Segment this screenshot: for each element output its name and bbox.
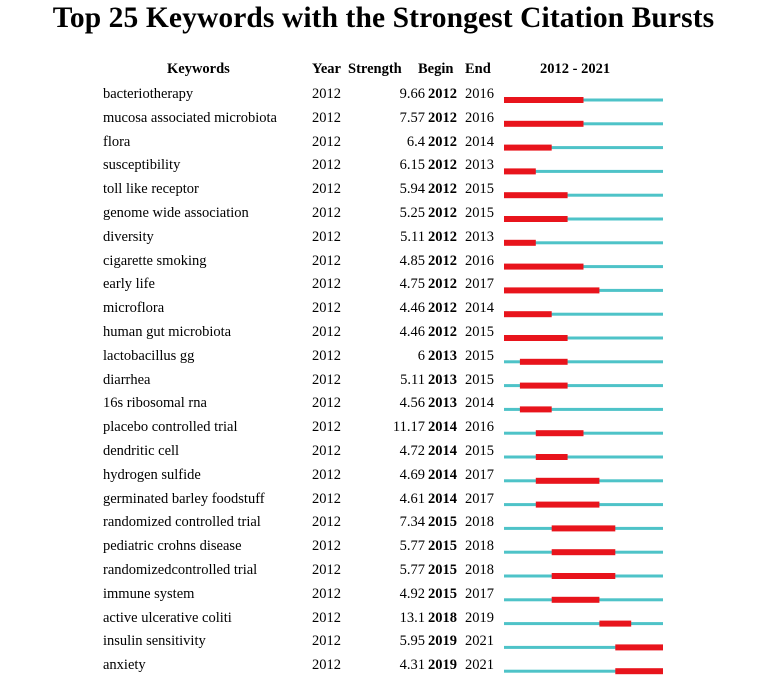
burst-bar	[615, 668, 663, 674]
keyword-label: susceptibility	[103, 157, 181, 174]
strength-value: 4.92	[399, 585, 425, 602]
strength-value: 4.72	[399, 443, 425, 459]
begin-year: 2012	[428, 181, 457, 198]
keyword-label: cigarette smoking	[103, 252, 207, 269]
year-value: 2012	[312, 205, 341, 221]
strength-value: 4.69	[399, 466, 425, 483]
strength-value: 11.17	[392, 419, 425, 436]
burst-bar	[552, 597, 600, 603]
year-value: 2012	[312, 347, 341, 364]
begin-year: 2015	[428, 562, 457, 578]
begin-year: 2019	[428, 657, 457, 674]
keyword-label: lactobacillus gg	[103, 347, 195, 364]
year-value: 2012	[312, 562, 341, 578]
chart-title: Top 25 Keywords with the Strongest Citation Bursts	[52, 2, 715, 34]
year-value: 2012	[312, 657, 341, 674]
year-value: 2012	[312, 109, 341, 126]
keyword-label: anxiety	[103, 657, 146, 674]
year-value: 2012	[312, 181, 341, 198]
end-year: 2015	[465, 181, 494, 198]
burst-bar	[615, 644, 663, 650]
begin-year: 2015	[428, 514, 457, 531]
burst-bar	[536, 478, 600, 484]
keyword-label: dendritic cell	[103, 443, 180, 459]
year-value: 2012	[312, 252, 341, 269]
header-strength: Strength	[348, 61, 402, 77]
burst-bar	[552, 573, 616, 579]
year-value: 2012	[312, 633, 341, 650]
burst-bar	[504, 168, 536, 174]
begin-year: 2012	[428, 300, 457, 317]
burst-bar	[552, 525, 616, 531]
begin-year: 2012	[428, 252, 457, 269]
strength-value: 4.46	[399, 324, 425, 340]
header-begin: Begin	[418, 61, 454, 77]
strength-value: 5.94	[399, 181, 425, 198]
keyword-label: pediatric crohns disease	[103, 538, 242, 555]
year-value: 2012	[312, 133, 341, 150]
keyword-label: human gut microbiota	[103, 324, 232, 340]
strength-value: 4.75	[399, 276, 425, 293]
begin-year: 2012	[428, 324, 457, 340]
strength-value: 9.66	[399, 86, 425, 102]
keyword-label: randomizedcontrolled trial	[103, 562, 258, 578]
strength-value: 5.77	[399, 538, 425, 555]
keyword-label: genome wide association	[103, 205, 249, 221]
burst-bar	[504, 145, 552, 151]
year-value: 2012	[312, 585, 341, 602]
year-value: 2012	[312, 514, 341, 531]
strength-value: 4.61	[399, 490, 425, 507]
begin-year: 2014	[428, 490, 457, 507]
begin-year: 2014	[428, 466, 457, 483]
begin-year: 2014	[428, 419, 457, 436]
begin-year: 2012	[428, 133, 457, 150]
end-year: 2016	[465, 86, 494, 102]
keyword-label: randomized controlled trial	[103, 514, 261, 531]
keyword-label: bacteriotherapy	[103, 86, 194, 102]
end-year: 2016	[465, 252, 494, 269]
header-keywords: Keywords	[167, 61, 230, 77]
end-year: 2017	[465, 490, 494, 507]
burst-bar	[520, 359, 568, 365]
burst-bar	[536, 454, 568, 460]
burst-bar	[536, 502, 600, 508]
keyword-label: placebo controlled trial	[103, 419, 238, 436]
burst-bar	[504, 97, 584, 103]
end-year: 2018	[465, 514, 494, 531]
year-value: 2012	[312, 371, 341, 388]
year-value: 2012	[312, 490, 341, 507]
begin-year: 2019	[428, 633, 457, 650]
strength-value: 7.57	[399, 109, 425, 126]
end-year: 2014	[465, 133, 494, 150]
strength-value: 6.15	[399, 157, 425, 174]
header-end: End	[465, 61, 491, 77]
strength-value: 5.11	[400, 228, 425, 245]
end-year: 2016	[465, 419, 494, 436]
burst-bar	[504, 287, 599, 293]
timeline-line	[504, 622, 663, 625]
year-value: 2012	[312, 157, 341, 174]
burst-bar	[504, 240, 536, 246]
strength-value: 5.25	[399, 205, 425, 221]
keyword-label: microflora	[103, 300, 165, 317]
end-year: 2015	[465, 324, 494, 340]
end-year: 2014	[465, 395, 494, 412]
year-value: 2012	[312, 395, 341, 412]
end-year: 2018	[465, 562, 494, 578]
end-year: 2017	[465, 276, 494, 293]
keyword-label: immune system	[103, 585, 195, 602]
burst-bar	[504, 264, 584, 270]
keyword-label: active ulcerative coliti	[103, 609, 232, 626]
keyword-label: diarrhea	[103, 371, 151, 388]
header-period: 2012 - 2021	[540, 61, 611, 77]
strength-value: 7.34	[399, 514, 425, 531]
end-year: 2015	[465, 443, 494, 459]
begin-year: 2012	[428, 205, 457, 221]
strength-value: 5.11	[400, 371, 425, 388]
begin-year: 2012	[428, 276, 457, 293]
burst-bar	[599, 621, 631, 627]
end-year: 2017	[465, 585, 494, 602]
year-value: 2012	[312, 538, 341, 555]
keyword-label: mucosa associated microbiota	[103, 109, 277, 126]
keyword-label: insulin sensitivity	[103, 633, 206, 650]
timeline-line	[504, 456, 663, 459]
year-value: 2012	[312, 86, 341, 102]
end-year: 2017	[465, 466, 494, 483]
begin-year: 2012	[428, 86, 457, 102]
begin-year: 2013	[428, 395, 457, 412]
strength-value: 5.77	[399, 562, 425, 578]
strength-value: 5.95	[399, 633, 425, 650]
strength-value: 4.46	[399, 300, 425, 317]
begin-year: 2018	[428, 609, 457, 626]
begin-year: 2014	[428, 443, 457, 459]
end-year: 2015	[465, 205, 494, 221]
keyword-label: flora	[103, 133, 131, 150]
strength-value: 4.56	[399, 395, 425, 412]
burst-bar	[536, 430, 584, 436]
year-value: 2012	[312, 228, 341, 245]
end-year: 2018	[465, 538, 494, 555]
begin-year: 2012	[428, 157, 457, 174]
end-year: 2013	[465, 157, 494, 174]
burst-bar	[504, 216, 568, 222]
year-value: 2012	[312, 443, 341, 459]
keyword-label: early life	[103, 276, 155, 293]
year-value: 2012	[312, 324, 341, 340]
begin-year: 2015	[428, 585, 457, 602]
burst-bar	[504, 121, 584, 127]
end-year: 2015	[465, 371, 494, 388]
year-value: 2012	[312, 609, 341, 626]
begin-year: 2012	[428, 109, 457, 126]
end-year: 2016	[465, 109, 494, 126]
header-year: Year	[312, 61, 341, 77]
year-value: 2012	[312, 419, 341, 436]
end-year: 2021	[465, 633, 494, 650]
keyword-label: 16s ribosomal rna	[103, 395, 207, 412]
strength-value: 13.1	[399, 609, 425, 626]
burst-bar	[504, 311, 552, 317]
end-year: 2014	[465, 300, 494, 317]
begin-year: 2015	[428, 538, 457, 555]
end-year: 2015	[465, 347, 494, 364]
burst-bar	[552, 549, 616, 555]
end-year: 2021	[465, 657, 494, 674]
begin-year: 2012	[428, 228, 457, 245]
begin-year: 2013	[428, 347, 457, 364]
keyword-label: diversity	[103, 228, 154, 245]
keyword-label: toll like receptor	[103, 181, 199, 198]
burst-bar	[520, 383, 568, 389]
burst-bar	[504, 335, 568, 341]
strength-value: 6.4	[406, 133, 425, 150]
keyword-label: germinated barley foodstuff	[103, 490, 265, 507]
strength-value: 4.31	[399, 657, 425, 674]
end-year: 2013	[465, 228, 494, 245]
strength-value: 4.85	[399, 252, 425, 269]
burst-bar	[504, 192, 568, 198]
year-value: 2012	[312, 276, 341, 293]
burst-bar	[520, 406, 552, 412]
strength-value: 6	[417, 347, 425, 364]
end-year: 2019	[465, 609, 494, 626]
keyword-label: hydrogen sulfide	[103, 466, 201, 483]
year-value: 2012	[312, 466, 341, 483]
year-value: 2012	[312, 300, 341, 317]
begin-year: 2013	[428, 371, 457, 388]
